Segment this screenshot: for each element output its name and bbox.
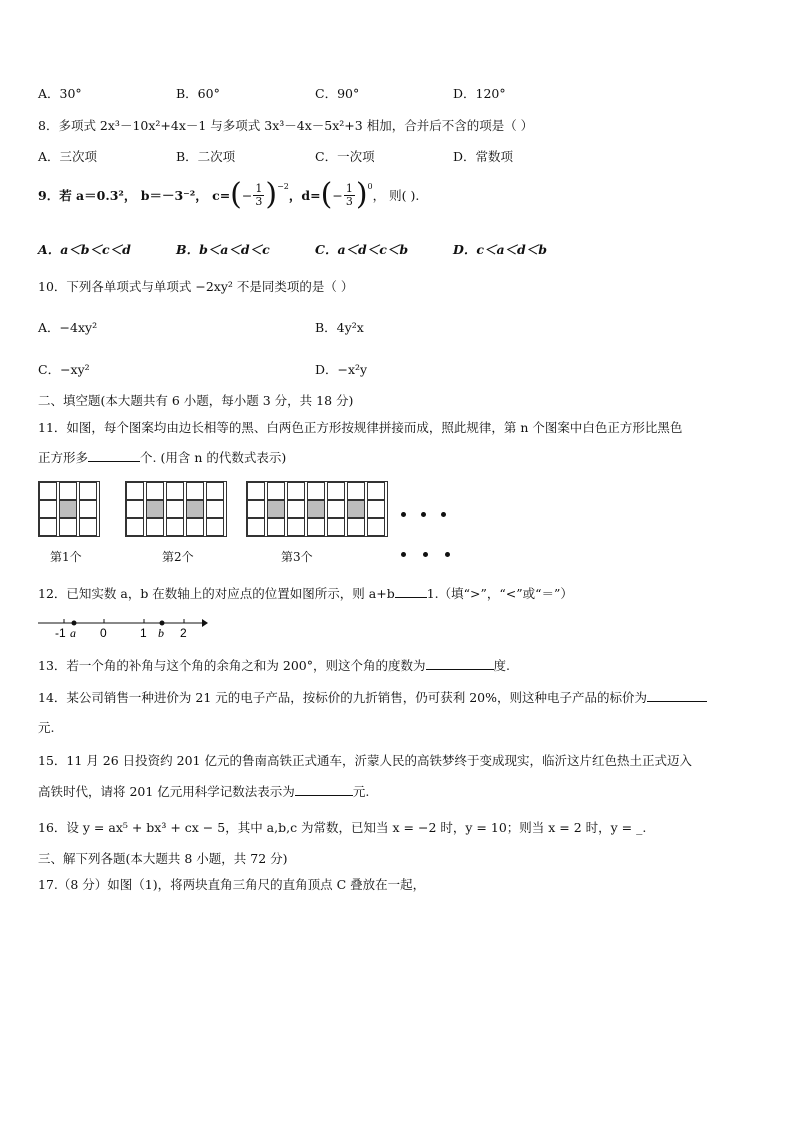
q10-option-d: D．−x²y [315,362,368,377]
q9-suffix: ， 则( ). [372,188,420,203]
q12-question: 12．已知实数 a，b 在数轴上的对应点的位置如图所示，则 a+b 1.（填“>”，“<”或“＝”） [38,586,573,601]
q11-caption-1: 第1个 [50,550,82,564]
axis-label-a: a [70,626,76,640]
q9-option-b: B．b＜a＜d＜c [176,242,270,257]
ellipsis-dot [401,552,406,557]
q14-question-line1: 14．某公司销售一种进价为 21 元的电子产品，按标价的九折销售，仍可获利 20%，则这种电子产品的标价为 [38,688,707,706]
ellipsis-dot [423,552,428,557]
q9-c-fraction: $\frac{1}{3}$ [255,181,263,208]
q17-question: 17.（8 分）如图（1)，将两块直角三角尺的直角顶点 C 叠放在一起， [38,877,426,892]
q9-d-fraction: $\frac{1}{3}$ [345,181,353,208]
q15-answer-blank[interactable] [295,783,353,796]
q11-caption-3: 第3个 [281,550,313,564]
ellipsis-dot [445,552,450,557]
q9-question: 9．若 a＝0.3²， b＝－3⁻²， c= ( − $\frac{1}{3}$ ) $^{-2}$ ，d= ( − $\frac{1}{3}$ ) $^0$ ， 则( ). [38,177,420,212]
axis-label-minus1: -1 [55,626,66,640]
q7-option-b: B．60° [176,86,220,101]
q9-option-d: D．c＜a＜d＜b [453,242,548,257]
q10-option-c: C．−xy² [38,362,90,377]
q10-option-a: A．−4xy² [38,320,98,335]
q9-c-exponent: −2 [277,182,289,191]
q11-question-line1: 11．如图，每个图案均由边长相等的黑、白两色正方形按规律拼接而成，照此规律，第 n 个图案中白色正方形比黑色 [38,420,683,435]
q11-question-line2: 正方形多 个. (用含 n 的代数式表示) [38,450,287,465]
q11-figure-1 [38,481,100,537]
section-2-heading: 二、填空题(本大题共有 6 小题，每小题 3 分，共 18 分) [38,393,354,408]
q10-question: 10．下列各单项式与单项式 −2xy² 不是同类项的是（ ） [38,279,354,294]
q9-option-c: C．a＜d＜c＜b [315,242,409,257]
q16-question: 16．设 y = ax⁵ + bx³ + cx − 5，其中 a,b,c 为常数，已知当 x = −2 时，y = 10；则当 x = 2 时，y = _. [38,820,647,835]
q12-number-line [36,614,212,642]
q15-question-line1: 15．11 月 26 日投资约 201 亿元的鲁南高铁正式通车，沂蒙人民的高铁梦终于变成现实，临沂这片红色热土正式迈入 [38,753,692,768]
q8-option-d: D．常数项 [453,149,514,164]
q13-question: 13．若一个角的补角与这个角的余角之和为 200°，则这个角的度数为 度. [38,658,510,673]
q14-question-line2: 元. [38,720,55,735]
q7-option-c: C．90° [315,86,360,101]
q8-option-a: A．三次项 [38,149,98,164]
q9-prefix: 9．若 a＝0.3²， b＝－3⁻²， c= [38,188,231,203]
q9-d-exponent: 0 [367,182,373,191]
q11-figure-2 [125,481,227,537]
ellipsis-dot [441,512,446,517]
q13-answer-blank[interactable] [426,657,494,670]
axis-label-0: 0 [100,626,107,640]
section-3-heading: 三、解下列各题(本大题共 8 小题，共 72 分) [38,851,288,866]
axis-label-b: b [158,626,164,640]
q9-d-label: ，d= [288,188,321,203]
q8-option-c: C．一次项 [315,149,375,164]
q11-caption-2: 第2个 [162,550,194,564]
axis-label-2: 2 [180,626,187,640]
q7-option-d: D．120° [453,86,506,101]
q10-option-b: B．4y²x [315,320,364,335]
q11-figure-3 [246,481,388,537]
q9-option-a: A．a＜b＜c＜d [38,242,131,257]
ellipsis-dot [401,512,406,517]
q12-answer-blank[interactable] [395,585,427,598]
q8-option-b: B．二次项 [176,149,236,164]
q7-option-a: A．30° [38,86,82,101]
q15-question-line2: 高铁时代，请将 201 亿元用科学记数法表示为 元. [38,784,370,799]
q8-question: 8．多项式 2x³－10x²+4x－1 与多项式 3x³－4x－5x²+3 相加，合并后不含的项是（ ） [38,118,534,133]
q14-answer-blank[interactable] [647,689,707,702]
ellipsis-dot [421,512,426,517]
axis-label-1: 1 [140,626,147,640]
q11-answer-blank[interactable] [88,449,140,462]
